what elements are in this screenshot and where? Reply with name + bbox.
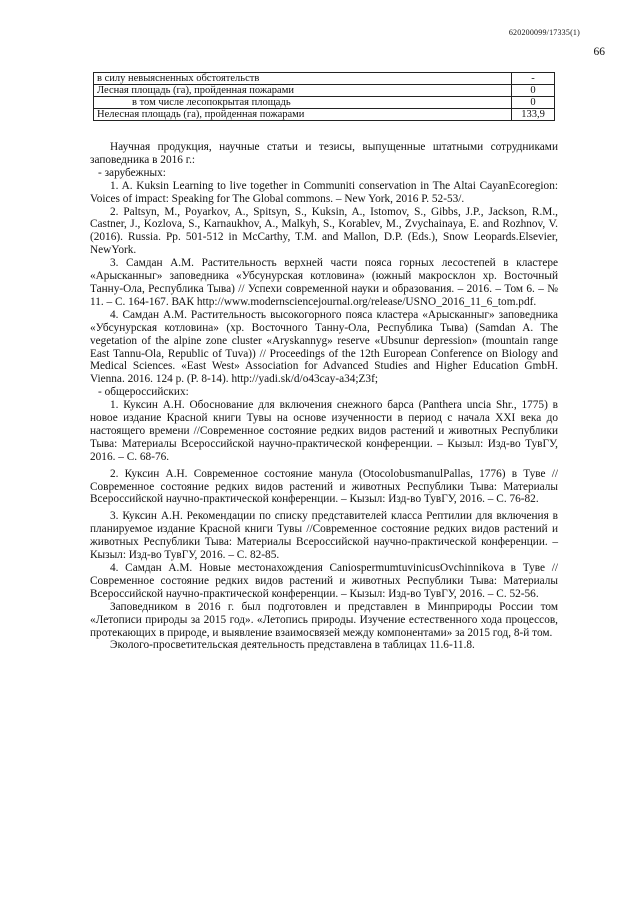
russian-heading: - общероссийских: <box>98 386 189 399</box>
foreign-heading: - зарубежных: <box>98 166 166 179</box>
closing-paragraph: Эколого-просветительская деятельность представлена в таблицах 11.6-11.8. <box>110 639 475 652</box>
main-text <box>90 141 558 652</box>
russian-publication: 2. Куксин А.Н. Современное состояние манула (OtocolobusmanulPallas, 1776) в Туве //Современное состояние редких видов растений и животных Республики Тыва: Материалы Всероссийской научно-практической конференции. – Кызыл: Изд-во ТувГУ, 2016. – С. 76-82. <box>90 467 558 506</box>
table-row <box>94 85 555 97</box>
russian-publication: 1. Куксин А.Н. Обоснование для включения снежного барса (Panthera uncia Shr., 1775) в новое издание Красной книги Тувы на основе изученности в период с начала XXI века до настоящего времени //Современное состояние редких видов растений и животных Республики Тыва: Материалы Всероссийской научно-практической конференции. – Кызыл: Изд-во ТувГУ, 2016. – С. 68-76. <box>90 399 558 463</box>
foreign-publication: 4. Самдан А.М. Растительность высокогорного пояса кластера «Арысканныг» заповедника «Убсунурская котловина» (хр. Восточного Танну-Ола, Республика Тыва) (Samdan A. The vegetation of the alpine zone cluster «Aryskannyg» reserve «Ubsunur depression» (mountain range East Tannu-Ola, Republic of Tuva)) // Proceedings of the 12th European Conference on Biology and Medical Sciences. «East West» Association for Advanced Studies and Higher Education GmbH. Vienna. 2016. 124 p. (P. 8-14). http://yadi.sk/d/o43cay-a34;Z3f; <box>90 308 558 386</box>
row-label: Лесная площадь (га), пройденная пожарами <box>94 85 512 97</box>
table-row <box>94 109 555 121</box>
row-label: Нелесная площадь (га), пройденная пожарами <box>94 109 512 121</box>
row-label: в силу невыясненных обстоятельств <box>94 73 512 85</box>
foreign-publication: 3. Самдан А.М. Растительность верхней части пояса горных лесостепей в кластере «Арысканныг» заповедника «Убсунурская котловина» (южный макросклон хр. Восточный Танну-Ола, Республика Тыва) // Успехи современной науки и образования. – 2016. – Том 6. – № 11. – С. 164-167. ВАК http://www.modernsciencejournal.org/release/USNO_2016_11_6_tom.pdf. <box>90 257 558 308</box>
row-value: 133,9 <box>512 109 555 121</box>
foreign-publication: 2. Paltsyn, M., Poyarkov, A., Spitsyn, S., Kuksin, A., Istomov, S., Gibbs, J.P., Jackson, R.M., Castner, J., Kozlova, S., Karnaukhov, A., Malkyh, S., Korablev, M., Zvychainaya, E. and Rozhnov, V. (2016). Russia. Pp. 501-512 in McCarthy, T.M. and Mallon, D.P. (Eds.), Snow Leopards.Elsevier, NewYork. <box>90 205 558 257</box>
intro-paragraph: Научная продукция, научные статьи и тезисы, выпущенные штатными сотрудниками заповедника в 2016 г.: <box>90 141 558 166</box>
row-value: 0 <box>512 85 555 97</box>
fire-area-table <box>93 72 555 121</box>
russian-publication: 3. Куксин А.Н. Рекомендации по списку представителей класса Рептилии для включения в планируемое издание Красной книги Тувы //Современное состояние редких видов растений и животных Республики Тыва: Материалы Всероссийской научно-практической конференции. – Кызыл: Изд-во ТувГУ, 2016. – С. 82-85. <box>90 510 558 562</box>
table-row <box>94 97 555 109</box>
table-row <box>94 73 555 85</box>
foreign-publication: 1. A. Kuksin Learning to live together in Communiti conservation in The Altai CayanEcoregion: Voices of impact: Speaking for The Global commons. – New York, 2016 P. 52-53/. <box>90 179 558 205</box>
document-id: 620200099/17335(1) <box>508 28 580 37</box>
row-label: в том числе лесопокрытая площадь <box>94 97 512 109</box>
row-value: - <box>512 73 555 85</box>
chronicle-paragraph: Заповедником в 2016 г. был подготовлен и представлен в Минприроды России том «Летописи природы за 2015 год». «Летопись природы. Изучение естественного хода процессов, протекающих в природе, и выявление взаимосвязей между компонентами» за 2015 год, 8-й том. <box>90 600 558 639</box>
row-value: 0 <box>512 97 555 109</box>
page-number: 66 <box>593 46 605 58</box>
russian-publication: 4. Самдан А.М. Новые местонахождения CaniospermumtuvinicusOvchinnikova в Туве //Современное состояние редких видов растений и животных Республики Тыва: Материалы Всероссийской научно-практической конференции. – Кызыл: Изд-во ТувГУ, 2016. – С. 52-56. <box>90 562 558 600</box>
